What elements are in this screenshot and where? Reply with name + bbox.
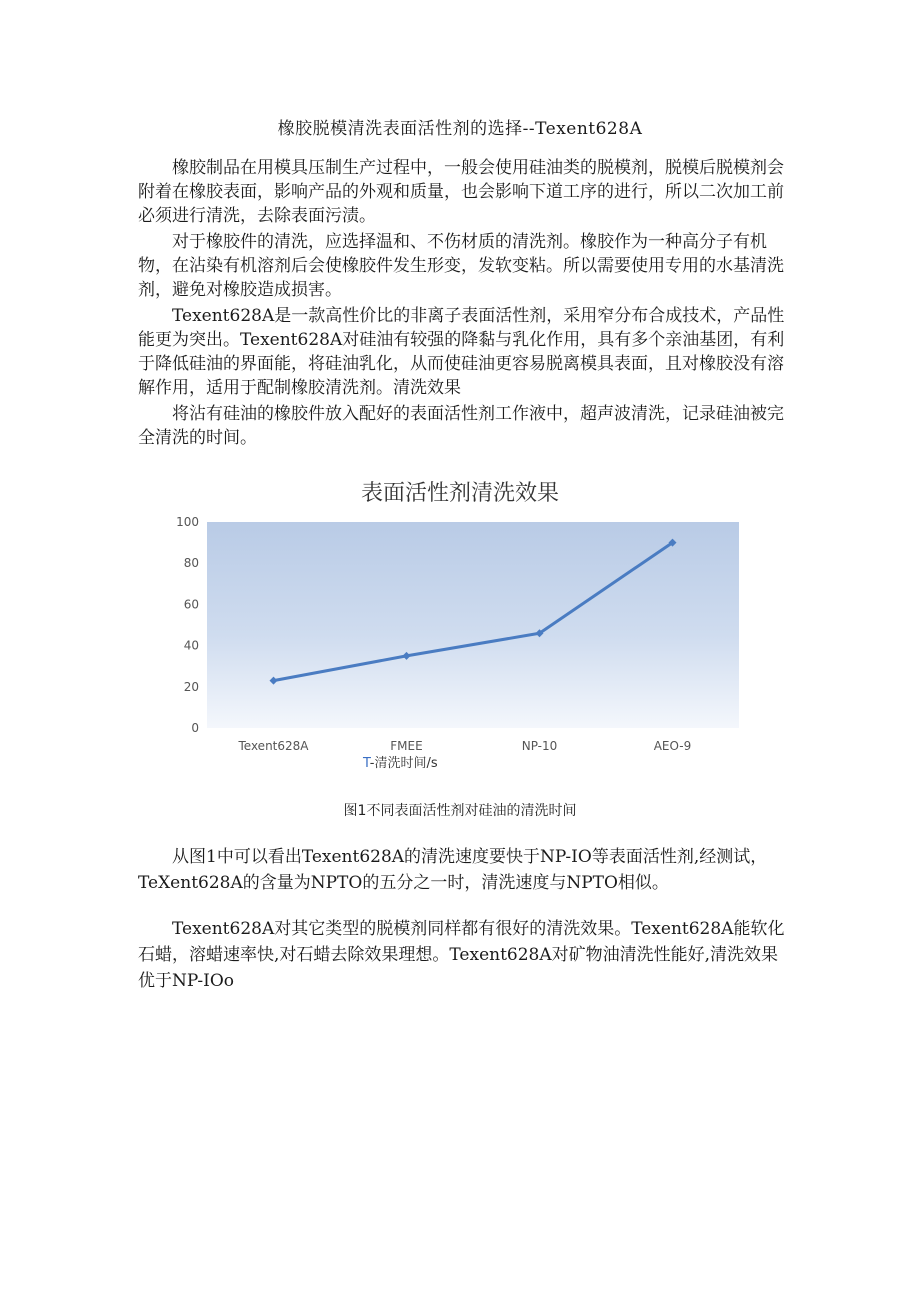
paragraph-2: 对于橡胶件的清洗，应选择温和、不伤材质的清洗剂。橡胶作为一种高分子有机物，在沾染有机溶剂后会使橡胶件发生形变，发软变粘。所以需要使用专用的水基清洗剂，避免对橡胶造成损害。 [138, 232, 784, 300]
analysis-body [138, 844, 786, 994]
chart-axis-note [363, 752, 438, 771]
y-tick-label-2: 40 [183, 638, 199, 653]
paragraph-1: 橡胶制品在用模具压制生产过程中，一般会使用硅油类的脱模剂，脱模后脱模剂会附着在橡胶表面，影响产品的外观和质量，也会影响下道工序的进行，所以二次加工前必须进行清洗，去除表面污渍。 [138, 158, 784, 226]
paragraph-5: 从图1中可以看出Texent628A的清洗速度要快于NP-IO等表面活性剂,经测试，TeXent628A的含量为NPTO的五分之一时，清洗速度与NPTO相似。 [138, 847, 768, 893]
paragraph-3: Texent628A是一款高性价比的非离子表面活性剂，采用窄分布合成技术，产品性能更为突出。Texent628A对硅油有较强的降黏与乳化作用，具有多个亲油基团，有利于降低硅油的界面能，将硅油乳化，从而使硅油更容易脱离模具表面，且对橡胶没有溶解作用，适用于配制橡胶清洗剂。清洗效果 [138, 306, 785, 398]
chart-axis-note-prefix: T [363, 756, 370, 771]
y-tick-label-1: 20 [183, 679, 199, 694]
intro-body [138, 156, 786, 450]
y-tick-label-5: 100 [176, 515, 199, 529]
y-axis [176, 515, 199, 735]
chart-axis-note-text: -清洗时间/s [369, 756, 438, 771]
x-tick-label-2: NP-10 [521, 739, 558, 753]
paragraph-4: 将沾有硅油的橡胶件放入配好的表面活性剂工作液中，超声波清洗，记录硅油被完全清洗的时间。 [138, 404, 784, 448]
x-axis [237, 739, 691, 753]
x-tick-label-1: FMEE [390, 739, 423, 753]
document-title: 橡胶脱模清洗表面活性剂的选择--Texent628A [277, 119, 643, 139]
figure-caption: 图1不同表面活性剂对硅油的清洗时间 [343, 803, 577, 819]
x-tick-label-3: AEO-9 [653, 739, 692, 753]
y-tick-label-0: 0 [191, 721, 199, 735]
y-tick-label-3: 60 [183, 597, 199, 612]
x-tick-label-0: Texent628A [238, 739, 309, 753]
paragraph-6: Texent628A对其它类型的脱模剂同样都有很好的清洗效果。Texent628A能软化石蜡，溶蜡速率快,对石蜡去除效果理想。Texent628A对矿物油清洗性能好,清洗效果优于NP-IOo [138, 919, 785, 991]
y-tick-label-4: 80 [183, 556, 199, 571]
chart-title: 表面活性剂清洗效果 [360, 481, 559, 506]
line-chart [165, 510, 765, 755]
